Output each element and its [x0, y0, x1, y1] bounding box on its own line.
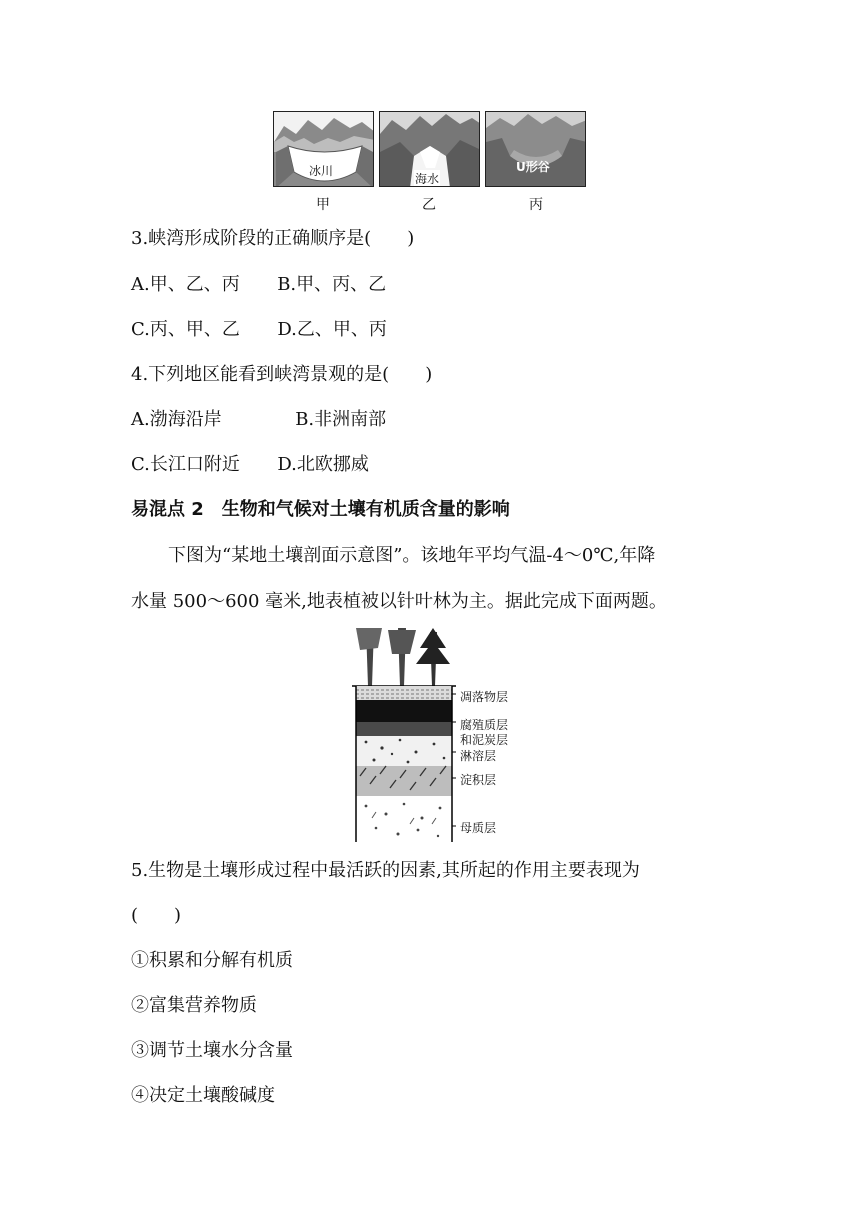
question-5-answer-paren: ( ) [131, 905, 182, 926]
question-4-option-d[interactable]: D.北欧挪威 [277, 454, 369, 475]
layer-label-parent-material: 母质层 [460, 821, 497, 835]
intro-line-2: 水量 500～600 毫米,地表植被以针叶林为主。据此完成下面两题。 [131, 591, 667, 612]
u-valley-illustration [486, 112, 586, 187]
question-4-option-a[interactable]: A.渤海沿岸 [131, 409, 222, 430]
layer-label-humus: 腐殖质层 [460, 718, 509, 732]
question-4-options-row1 [131, 409, 386, 431]
layer-label-peat: 和泥炭层 [460, 733, 509, 747]
question-4-option-b[interactable]: B.非洲南部 [295, 409, 387, 430]
question-5-stem: 5.生物是土壤形成过程中最活跃的因素,其所起的作用主要表现为 [131, 860, 640, 881]
question-5-item-2[interactable]: ②富集营养物质 [131, 995, 257, 1016]
soil-profile-figure [352, 628, 542, 842]
layer-label-illuvial: 淀积层 [460, 773, 497, 787]
seawater-label: 海水 [415, 172, 440, 186]
panel-glacier [273, 111, 374, 187]
section-heading: 易混点 2 生物和气候对土壤有机质含量的影响 [131, 499, 510, 520]
soil-profile-illustration [352, 628, 456, 842]
question-3-options-row1 [131, 274, 386, 296]
question-3-option-a[interactable]: A.甲、乙、丙 [131, 274, 240, 295]
question-4-option-c[interactable]: C.长江口附近 [131, 454, 240, 475]
layer-label-litter: 凋落物层 [460, 690, 509, 704]
question-3-option-b[interactable]: B.甲、丙、乙 [277, 274, 387, 295]
question-3-stem: 3.峡湾形成阶段的正确顺序是( ) [131, 228, 415, 249]
u-valley-label: U形谷 [516, 160, 550, 174]
glacier-label: 冰川 [309, 164, 334, 178]
question-3-option-d[interactable]: D.乙、甲、丙 [277, 319, 387, 340]
question-3-option-c[interactable]: C.丙、甲、乙 [131, 319, 240, 340]
panel-u-valley [485, 111, 586, 187]
intro-line-1: 下图为“某地土壤剖面示意图”。该地年平均气温-4～0℃,年降 [168, 545, 656, 566]
question-5-item-4[interactable]: ④决定土壤酸碱度 [131, 1085, 275, 1106]
caption-bing: 丙 [529, 197, 543, 213]
caption-yi: 乙 [422, 197, 436, 213]
question-3-options-row2 [131, 319, 387, 341]
question-4-stem: 4.下列地区能看到峡湾景观的是( ) [131, 364, 433, 385]
question-4-options-row2 [131, 454, 369, 476]
caption-jia: 甲 [316, 197, 330, 213]
panel-seawater [379, 111, 480, 187]
question-5-item-1[interactable]: ①积累和分解有机质 [131, 950, 293, 971]
layer-label-eluvial: 淋溶层 [460, 749, 497, 763]
question-5-item-3[interactable]: ③调节土壤水分含量 [131, 1040, 293, 1061]
